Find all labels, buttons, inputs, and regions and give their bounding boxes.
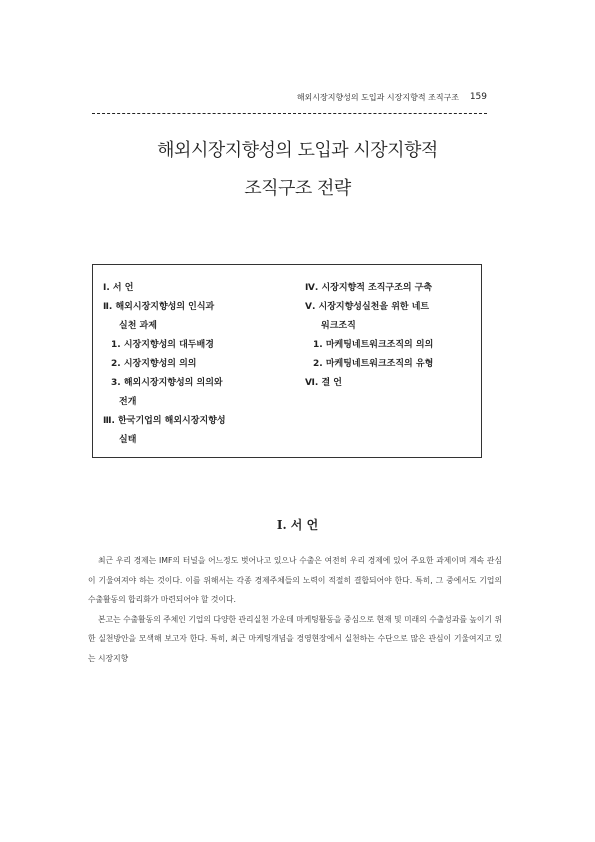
body-text — [88, 551, 502, 669]
toc-entry: Ⅲ. 한국기업의 해외시장지향성 — [103, 416, 226, 426]
toc-left-column — [103, 281, 288, 452]
page-number: 159 — [469, 92, 487, 102]
article-title-line-1: 해외시장지향성의 도입과 시장지향적 — [157, 140, 438, 161]
toc-entry: Ⅴ. 시장지향성실천을 위한 네트 — [305, 302, 430, 312]
toc-entry: 워크조직 — [321, 321, 356, 331]
paragraph-2: 본고는 수출활동의 주체인 기업의 다양한 관리실천 가운데 마케팅활동을 중심으로 현재 및 미래의 수출성과를 높이기 위한 실천방안을 모색해 보고자 한다. 특히, 최근 마케팅개념을 경영현장에서 실천하는 수단으로 많은 관심이 기울여지고 있는 시장지향 — [88, 614, 502, 663]
toc-entry: 전개 — [119, 397, 137, 407]
article-title-line-2: 조직구조 전략 — [244, 178, 351, 199]
header-divider — [92, 113, 487, 114]
running-title: 해외시장지향성의 도입과 시장지향적 조직구조 — [296, 93, 459, 102]
toc-entry: 2. 시장지향성의 의의 — [111, 359, 197, 369]
toc-entry: Ⅱ. 해외시장지향성의 인식과 — [103, 302, 215, 312]
toc-entry: Ⅵ. 결 언 — [305, 378, 342, 388]
section-heading: Ⅰ. 서 언 — [276, 518, 319, 532]
toc-entry: 실천 과제 — [119, 321, 157, 331]
toc-entry: Ⅰ. 서 언 — [103, 283, 134, 293]
toc-entry: Ⅳ. 시장지향적 조직구조의 구축 — [305, 283, 433, 293]
table-of-contents-box — [92, 264, 482, 458]
toc-entry: 3. 해외시장지향성의 의의와 — [111, 378, 223, 388]
toc-entry: 실태 — [119, 435, 137, 445]
toc-right-column — [305, 281, 480, 395]
toc-entry: 2. 마케팅네트워크조직의 유형 — [313, 359, 434, 369]
toc-entry: 1. 마케팅네트워크조직의 의의 — [313, 340, 434, 350]
toc-entry: 1. 시장지향성의 대두배경 — [111, 340, 214, 350]
paragraph-1: 최근 우리 경제는 IMF의 터널을 어느정도 벗어나고 있으나 수출은 여전히 우리 경제에 있어 주요한 과제이며 계속 관심이 기울여져야 하는 것이다. 이를 위해서는 각종 경제주체들의 노력이 적절히 결합되어야 한다. 특히, 그 중에서도 기업의 수출활동의 합리화가 마련되어야 할 것이다. — [88, 556, 502, 605]
